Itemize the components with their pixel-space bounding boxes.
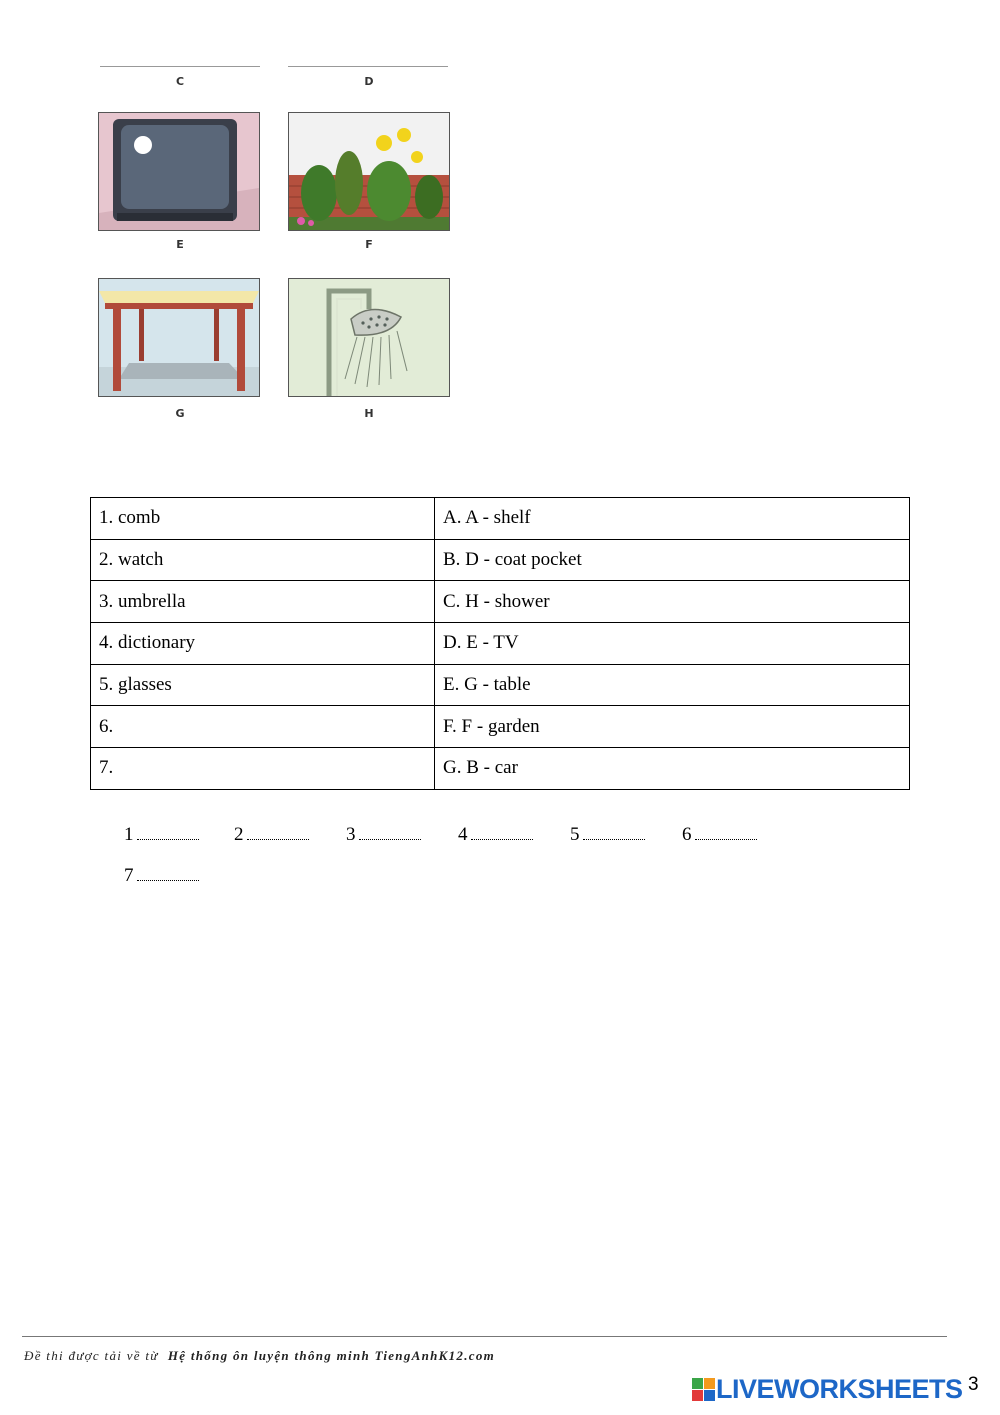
location-cell: B. D - coat pocket (435, 539, 910, 581)
picture-label-g: G (175, 407, 185, 420)
matching-table (90, 497, 910, 790)
answer-field-6[interactable] (695, 825, 757, 840)
item-cell: 1. comb (91, 498, 435, 540)
footer-divider (22, 1336, 947, 1337)
location-cell: C. H - shower (435, 581, 910, 623)
table-row (91, 581, 910, 623)
location-cell: G. B - car (435, 748, 910, 790)
tv-picture (98, 112, 260, 231)
brand-name: LIVEWORKSHEETS (716, 1374, 963, 1404)
answer-field-7[interactable] (137, 866, 199, 881)
item-cell: 7. (91, 748, 435, 790)
answer-number: 6 (682, 824, 692, 845)
answer-number: 2 (234, 824, 244, 845)
answer-slot-6 (682, 824, 757, 846)
location-cell: F. F - garden (435, 706, 910, 748)
item-cell: 5. glasses (91, 664, 435, 706)
picture-grid (90, 62, 460, 422)
answer-field-3[interactable] (359, 825, 421, 840)
answer-field-4[interactable] (471, 825, 533, 840)
footer-prefix: Đề thi được tải về từ (24, 1348, 159, 1363)
answer-slot-7 (124, 865, 199, 887)
answer-field-5[interactable] (583, 825, 645, 840)
answer-field-1[interactable] (137, 825, 199, 840)
table-row (91, 706, 910, 748)
table-row (91, 498, 910, 540)
picture-label-c: C (175, 75, 185, 88)
table-row (91, 748, 910, 790)
location-cell: E. G - table (435, 664, 910, 706)
table-row (91, 664, 910, 706)
answer-slot-4 (458, 824, 533, 846)
item-cell: 2. watch (91, 539, 435, 581)
answer-number: 7 (124, 865, 134, 886)
divider (100, 66, 260, 67)
divider (288, 66, 448, 67)
footer-source-name: Hệ thống ôn luyện thông minh TiengAnhK12.com (167, 1348, 496, 1363)
answer-slot-5 (570, 824, 645, 846)
garden-picture (288, 112, 450, 231)
item-cell: 4. dictionary (91, 623, 435, 665)
picture-label-h: H (364, 407, 374, 420)
answer-number: 4 (458, 824, 468, 845)
shower-picture (288, 278, 450, 397)
item-cell: 3. umbrella (91, 581, 435, 623)
liveworksheets-logo-icon (692, 1378, 716, 1402)
picture-label-f: F (365, 238, 373, 251)
answer-field-2[interactable] (247, 825, 309, 840)
answer-slot-1 (124, 824, 199, 846)
picture-label-e: E (176, 238, 184, 251)
picture-label-d: D (364, 75, 374, 88)
liveworksheets-logo (692, 1374, 963, 1405)
table-picture (98, 278, 260, 397)
answer-number: 5 (570, 824, 580, 845)
footer-source (24, 1348, 495, 1364)
answer-number: 3 (346, 824, 356, 845)
item-cell: 6. (91, 706, 435, 748)
answer-slot-3 (346, 824, 421, 846)
page-number: 3 (968, 1374, 979, 1395)
table-row (91, 539, 910, 581)
table-row (91, 623, 910, 665)
location-cell: A. A - shelf (435, 498, 910, 540)
answer-number: 1 (124, 824, 134, 845)
location-cell: D. E - TV (435, 623, 910, 665)
answer-slot-2 (234, 824, 309, 846)
